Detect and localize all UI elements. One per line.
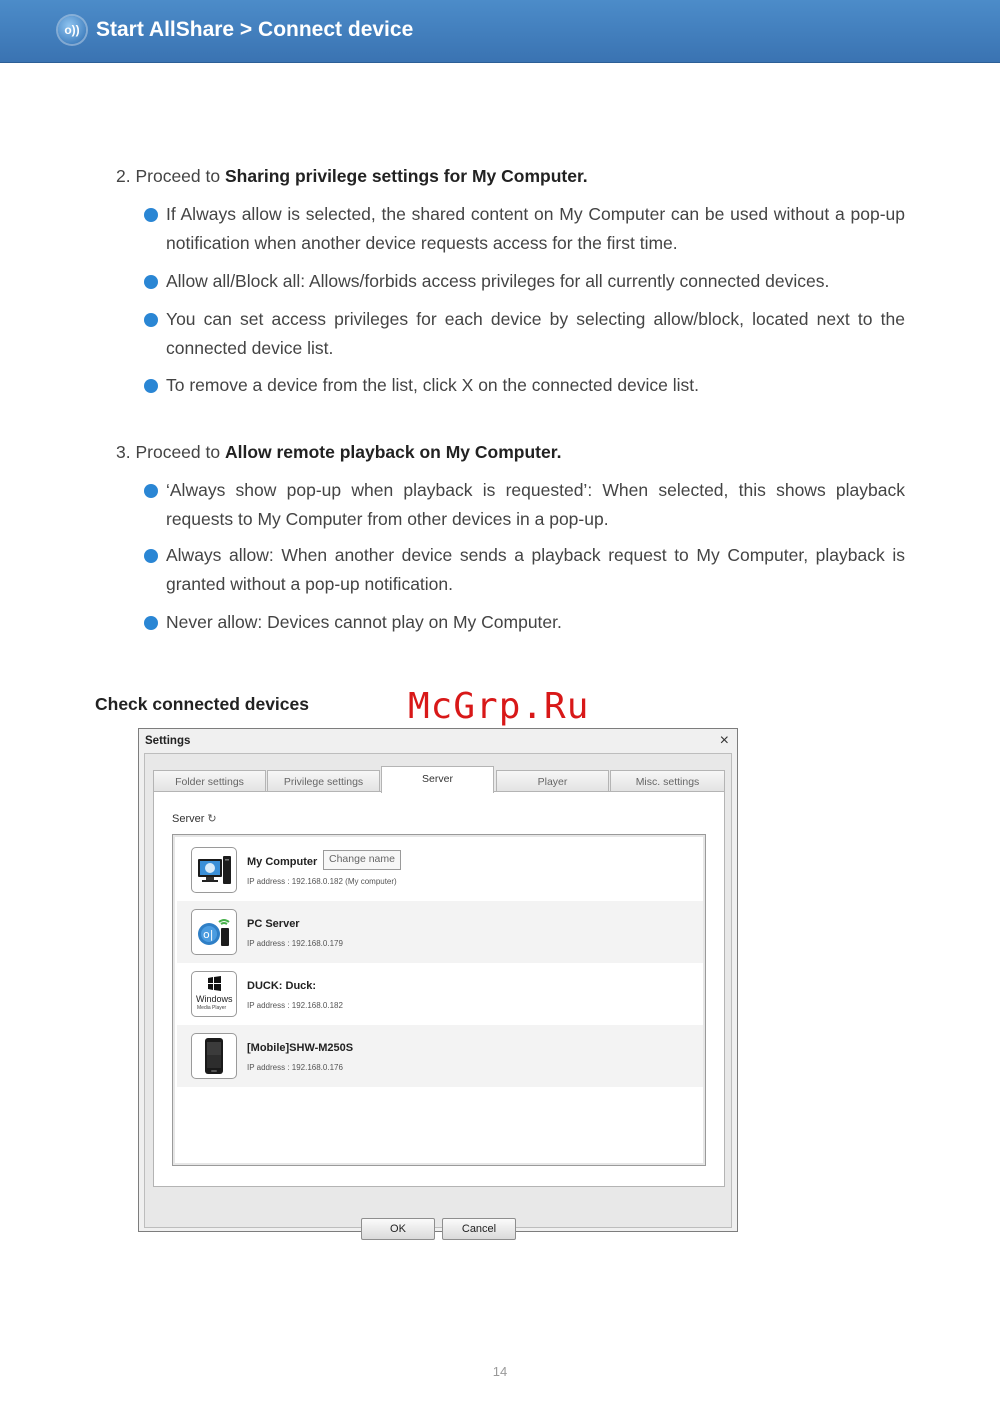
bullet-icon xyxy=(144,379,158,393)
device-row-duck[interactable] xyxy=(177,963,703,1025)
device-row-pc-server[interactable] xyxy=(177,901,703,963)
page-header xyxy=(0,0,1000,63)
settings-dialog xyxy=(138,728,738,1235)
allshare-logo-icon: o)) xyxy=(58,16,86,44)
device-row-my-computer[interactable] xyxy=(177,839,703,901)
list-item: You can set access privileges for each device by selecting allow/block, located next to the connected device list. xyxy=(144,305,905,363)
step-2-heading: 2. Proceed to Sharing privilege settings for My Computer. xyxy=(116,166,588,186)
bullet-icon xyxy=(144,313,158,327)
list-item: Always allow: When another device sends a playback request to My Computer, playback is granted without a pop-up notification. xyxy=(144,541,905,599)
device-name: [Mobile]SHW-M250S xyxy=(247,1042,354,1054)
tab-privilege-settings[interactable]: Privilege settings xyxy=(267,770,380,792)
device-list xyxy=(172,834,706,1166)
step-3-heading: 3. Proceed to Allow remote playback on My Computer. xyxy=(116,442,562,462)
device-row-mobile[interactable] xyxy=(177,1025,703,1087)
windows-media-player-icon xyxy=(191,971,237,1017)
tab-server[interactable]: Server xyxy=(381,766,494,793)
computer-icon xyxy=(191,847,237,893)
server-label: Server ↻ xyxy=(172,813,217,825)
tab-player[interactable]: Player xyxy=(496,770,609,792)
list-item: Allow all/Block all: Allows/forbids access privileges for all currently connected devices. xyxy=(144,267,905,296)
list-item: ‘Always show pop-up when playback is requested’: When selected, this shows playback requests to My Computer from other devices in a pop-up. xyxy=(144,476,905,534)
device-ip: IP address : 192.168.0.179 xyxy=(247,939,343,948)
page-title: Start AllShare > Connect device xyxy=(96,18,414,41)
bullet-icon xyxy=(144,616,158,630)
device-ip: IP address : 192.168.0.182 xyxy=(247,1001,343,1010)
cancel-button[interactable]: Cancel xyxy=(442,1218,516,1240)
watermark: McGrp.Ru xyxy=(408,686,590,727)
section-title: Check connected devices xyxy=(95,694,309,714)
list-item: If Always allow is selected, the shared content on My Computer can be used without a pop-up notification when another device requests access for the first time. xyxy=(144,200,905,258)
device-name: PC Server xyxy=(247,918,300,930)
svg-text:Windows: Windows xyxy=(196,994,233,1004)
tab-misc-settings[interactable]: Misc. settings xyxy=(610,770,725,792)
svg-text:Media Player: Media Player xyxy=(197,1005,227,1011)
tab-folder-settings[interactable]: Folder settings xyxy=(153,770,266,792)
page-number: 14 xyxy=(492,1364,508,1379)
device-ip: IP address : 192.168.0.176 xyxy=(247,1063,343,1072)
mobile-phone-icon xyxy=(191,1033,237,1079)
dialog-body xyxy=(144,753,732,1235)
bullet-icon xyxy=(144,484,158,498)
bullet-icon xyxy=(144,208,158,222)
refresh-icon[interactable]: ↻ xyxy=(207,813,217,825)
step-2-bold: Sharing privilege settings for My Computer. xyxy=(224,166,588,186)
ok-button[interactable]: OK xyxy=(361,1218,435,1240)
bullet-icon xyxy=(144,275,158,289)
list-item: To remove a device from the list, click X on the connected device list. xyxy=(144,371,905,400)
change-name-button[interactable]: Change name xyxy=(323,850,401,870)
svg-text:o|: o| xyxy=(203,928,214,941)
device-ip: IP address : 192.168.0.182 (My computer) xyxy=(247,877,397,886)
tab-bar xyxy=(153,766,725,792)
dialog-title: Settings xyxy=(145,735,191,747)
bullet-icon xyxy=(144,549,158,563)
list-item: Never allow: Devices cannot play on My Computer. xyxy=(144,608,905,637)
device-name: DUCK: Duck: xyxy=(247,980,317,992)
device-name: My Computer xyxy=(247,856,318,868)
allshare-server-icon xyxy=(191,909,237,955)
close-icon[interactable]: × xyxy=(719,732,729,749)
server-panel xyxy=(153,791,725,1187)
step-3-bold: Allow remote playback on My Computer. xyxy=(224,442,562,462)
